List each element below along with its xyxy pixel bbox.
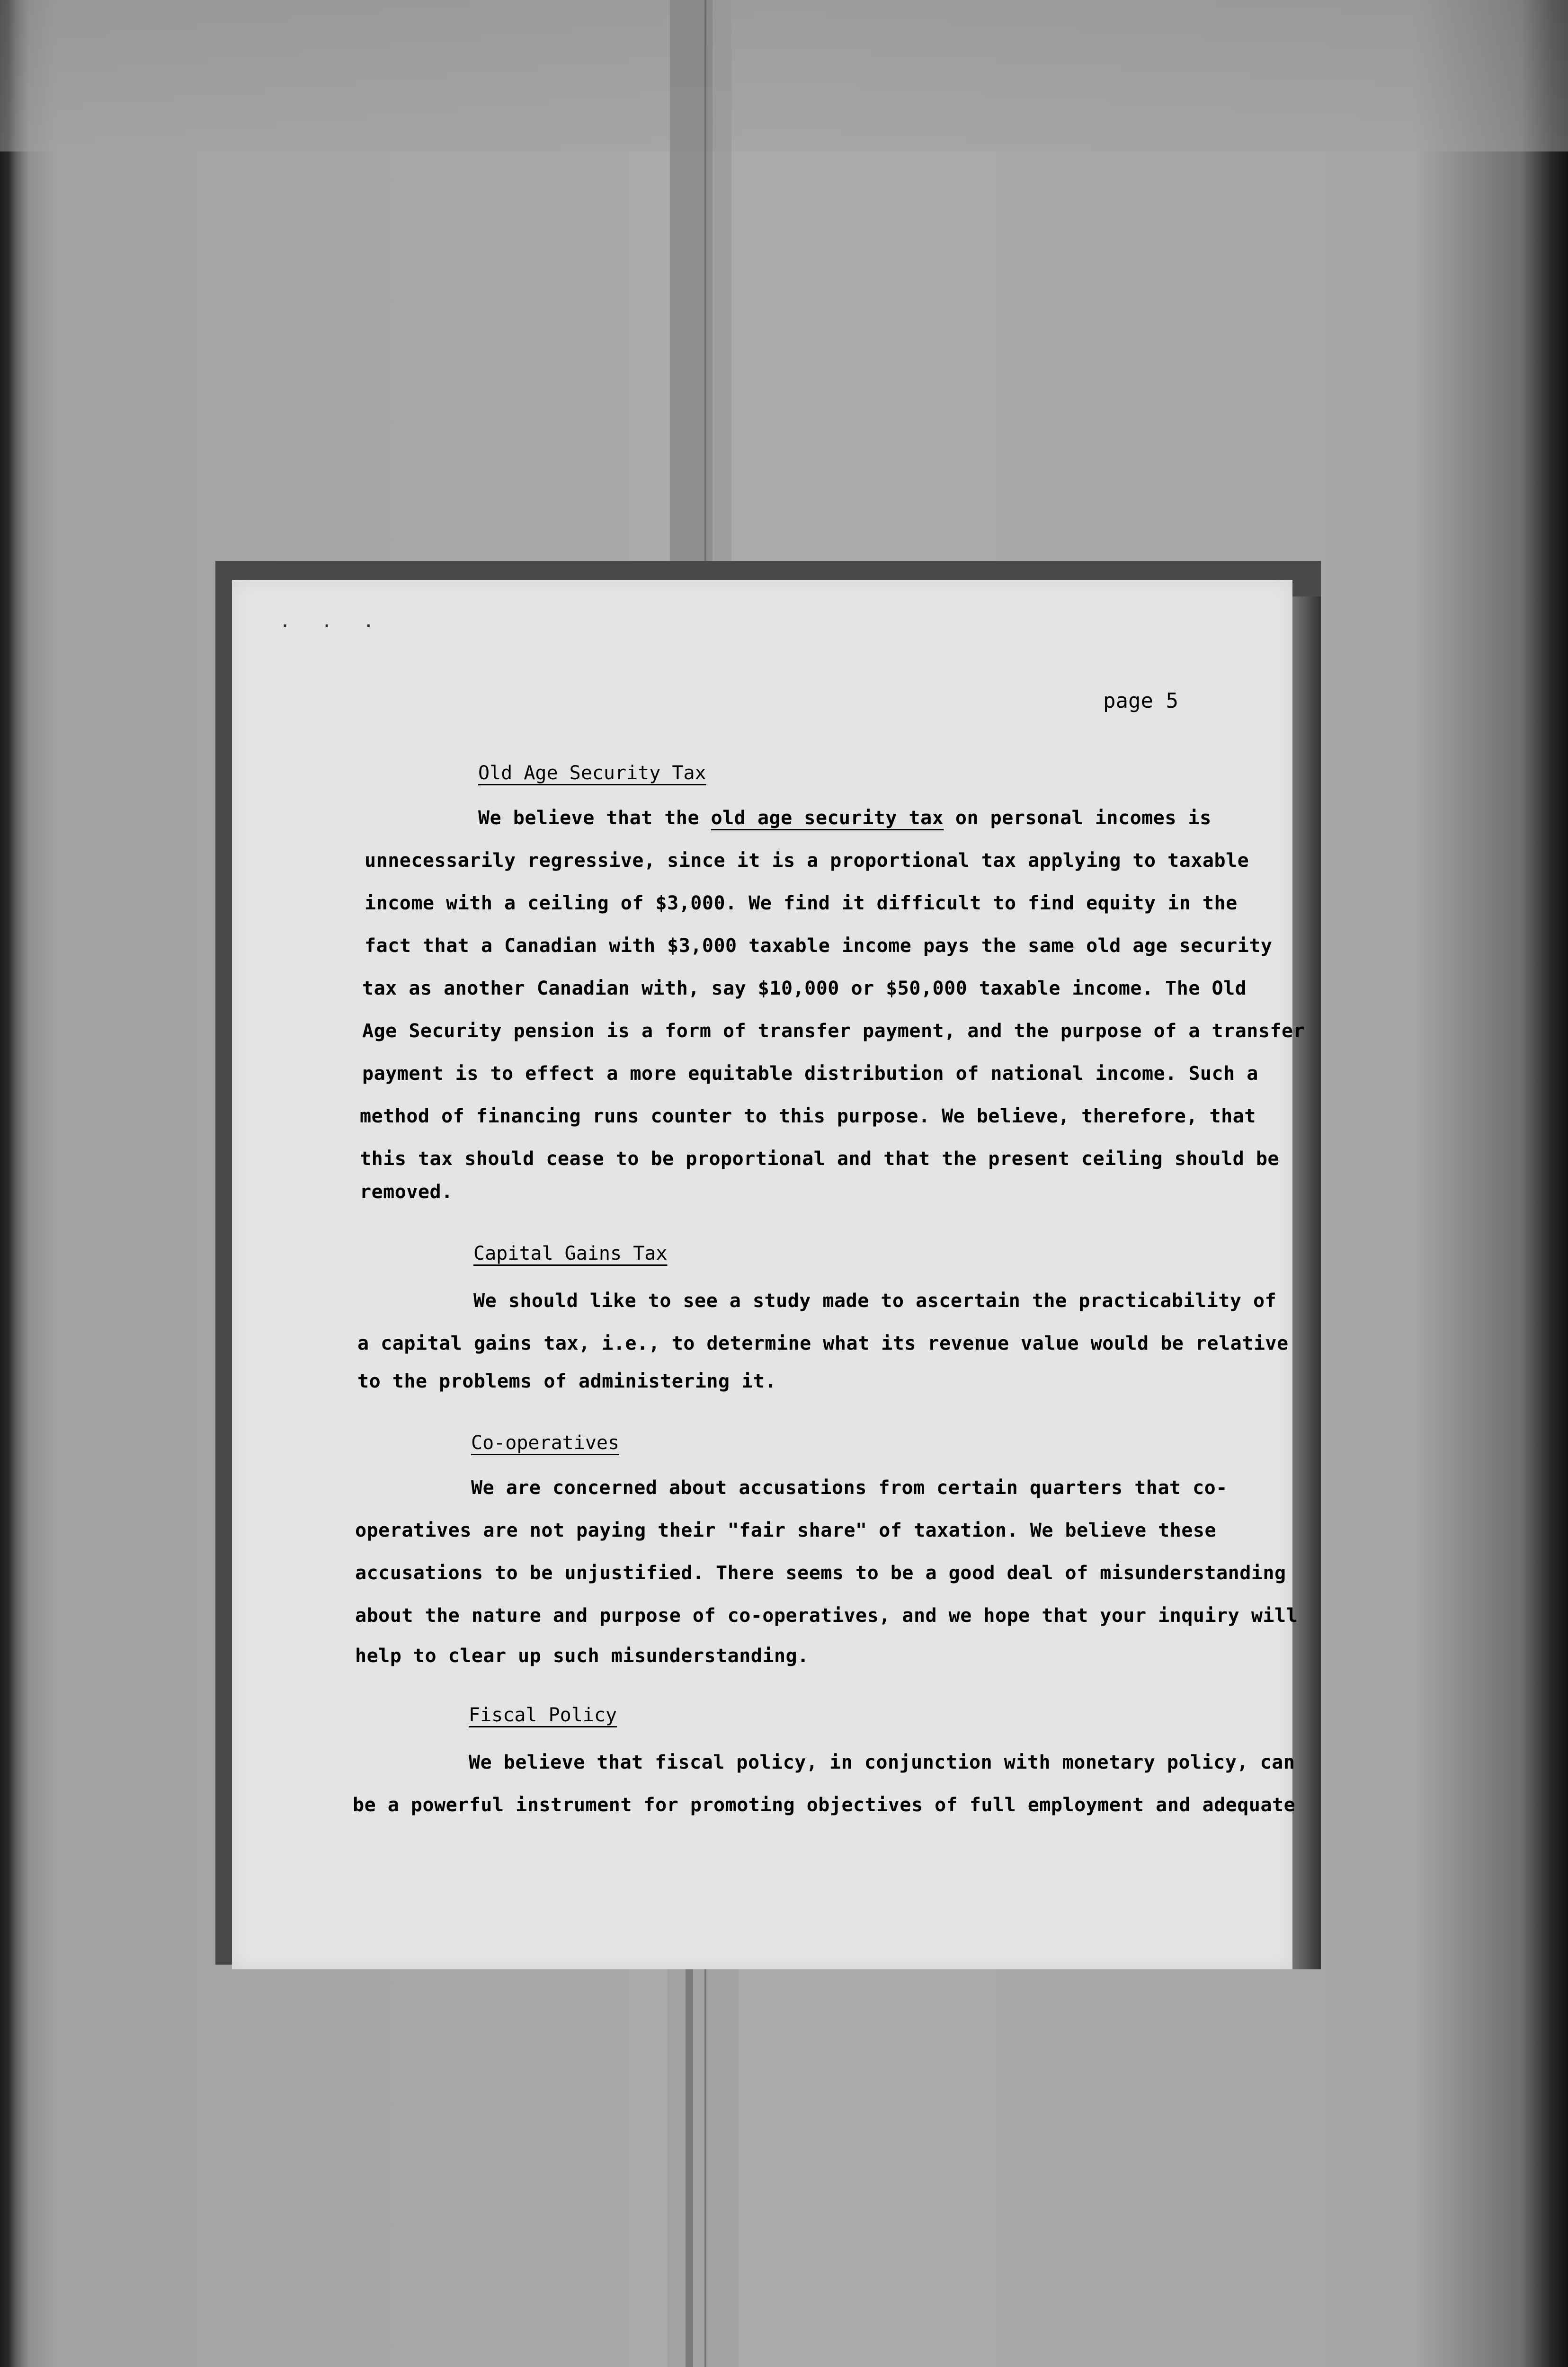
section-heading-capital-gains: Capital Gains Tax (473, 1243, 668, 1264)
body-line: to the problems of administering it. (357, 1370, 776, 1392)
body-line: be a powerful instrument for promoting objectives of full employment and adequate (353, 1794, 1296, 1816)
body-line: about the nature and purpose of co-operatives, and we hope that your inquiry will (355, 1605, 1298, 1627)
body-line: help to clear up such misunderstanding. (355, 1645, 809, 1667)
body-line: tax as another Canadian with, say $10,000 or $50,000 taxable income. The Old (362, 978, 1247, 999)
page-number: page 5 (1103, 689, 1178, 713)
body-line: method of financing runs counter to this purpose. We believe, therefore, that (360, 1105, 1256, 1127)
body-line: accusations to be unjustified. There seems to be a good deal of misunderstanding (355, 1562, 1286, 1584)
body-line: this tax should cease to be proportional and that the present ceiling should be (360, 1148, 1279, 1170)
body-line: removed. (360, 1181, 453, 1203)
body-line: unnecessarily regressive, since it is a proportional tax applying to taxable (365, 850, 1249, 872)
body-line: payment is to effect a more equitable distribution of national income. Such a (362, 1063, 1258, 1085)
tape-strip-bottom-dark (686, 1950, 693, 2367)
scan-top-shade (0, 0, 1568, 151)
section-heading-co-operatives: Co-operatives (471, 1432, 620, 1454)
body-line: We believe that fiscal policy, in conjunction with monetary policy, can (469, 1752, 1295, 1773)
paper-edge (1292, 596, 1321, 1969)
tape-strip-bottom (668, 1950, 739, 2367)
paper-specks: · · · (279, 615, 384, 637)
body-line: fact that a Canadian with $3,000 taxable income pays the same old age security (365, 935, 1273, 957)
tape-strip-top-light (713, 0, 731, 592)
section-heading-fiscal-policy: Fiscal Policy (469, 1704, 617, 1726)
body-line: operatives are not paying their "fair share" of taxation. We believe these (355, 1520, 1217, 1541)
body-line: income with a ceiling of $3,000. We find it difficult to find equity in the (365, 892, 1238, 914)
body-line: Age Security pension is a form of transfer payment, and the purpose of a transfer (362, 1020, 1305, 1042)
body-line: We should like to see a study made to ascertain the practicability of (473, 1290, 1277, 1312)
section-heading-old-age-security: Old Age Security Tax (478, 762, 706, 784)
body-line: a capital gains tax, i.e., to determine what its revenue value would be relative (357, 1333, 1289, 1354)
body-line: We believe that the old age security tax on personal incomes is (478, 807, 1212, 829)
body-line: We are concerned about accusations from certain quarters that co- (471, 1477, 1228, 1499)
